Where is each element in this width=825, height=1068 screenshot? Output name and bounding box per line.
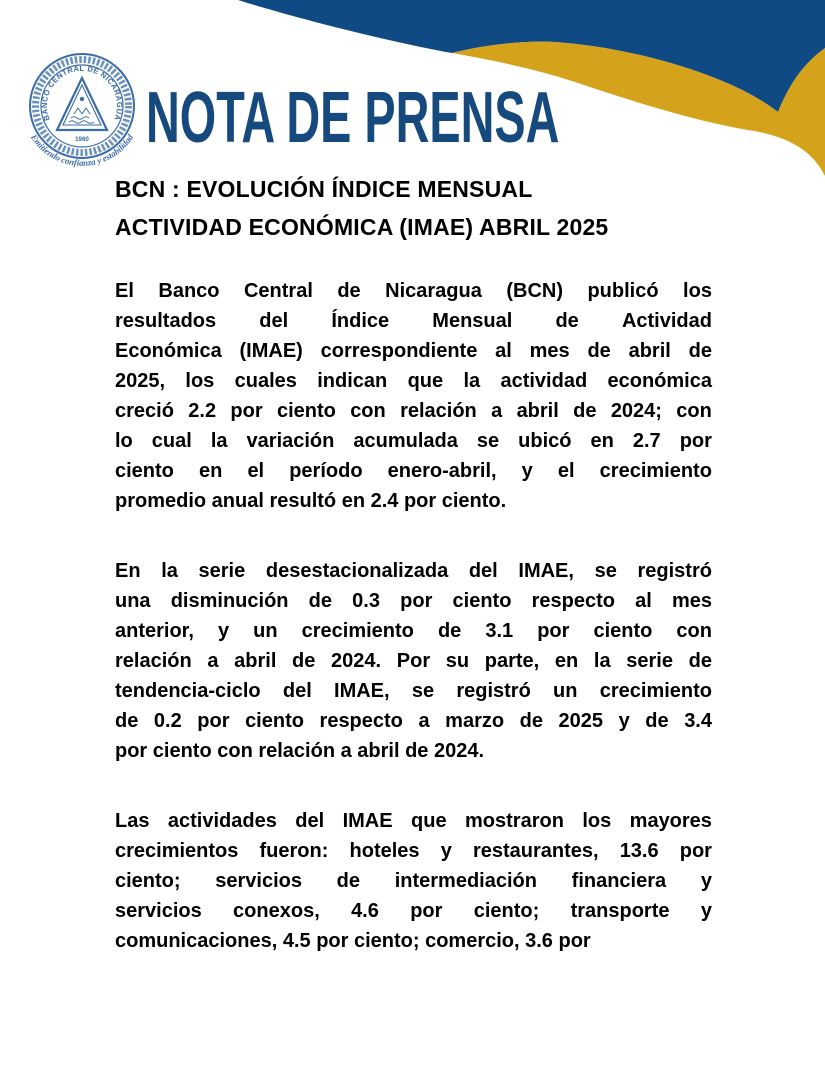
logo-year: 1960 [75,136,89,143]
paragraph-line [115,896,712,926]
word: relación [400,400,477,422]
word: y [521,460,533,482]
paragraph-line [115,306,712,336]
word: hoteles [349,840,420,862]
logo-motto: Emitiendo confianza y estabilidad [28,132,136,168]
word: económica [607,370,712,392]
word: con [676,620,712,642]
word: 2.7 [632,430,661,452]
word: mayores [629,810,712,832]
word: restaurantes, [472,840,599,862]
word: de [573,400,597,422]
word: de [688,340,712,362]
word: ubicó [518,430,572,452]
word: transporte [570,900,670,922]
word: a [418,710,430,732]
word: disminución [170,590,289,612]
word: y [700,870,712,892]
word: por [679,430,712,452]
word: IMAE [342,810,393,832]
word: 2025 [558,710,604,732]
word: al [495,340,512,362]
word: Económica [115,340,222,362]
word: que [411,810,447,832]
paragraph-line [115,836,712,866]
word: 13.6 [619,840,659,862]
word: la [210,430,228,452]
word: ciento [245,710,304,732]
word: anterior, [115,620,194,642]
word: por [197,710,230,732]
word: Mensual [432,310,513,332]
word: IMAE, [334,680,390,702]
word: ciento [452,590,512,612]
paragraph-line [115,646,712,676]
word: respecto [531,590,615,612]
paragraph [115,806,712,956]
paragraph-line [115,276,712,306]
word: (IMAE) [239,340,303,362]
word: servicios [215,870,302,892]
paragraph [115,556,712,766]
word: en [199,460,223,482]
word: por [230,400,263,422]
word: el [557,460,575,482]
word: El [115,280,134,302]
paragraph-line [115,586,712,616]
paragraph-line [115,806,712,836]
word: de [308,590,333,612]
word: ciento [593,620,653,642]
word: y [217,620,230,642]
paragraph [115,276,712,516]
word: por [400,590,433,612]
word: al [635,590,652,612]
word: con [676,400,712,422]
word: de [587,340,611,362]
word: que [407,370,444,392]
word: crecimiento [301,620,414,642]
bcn-logo [22,52,142,176]
word: 4.6 [351,900,379,922]
word: a [207,650,219,672]
word: 0.3 [352,590,380,612]
word: Las [115,810,150,832]
word: 3.4 [684,710,712,732]
press-note-masthead: NOTA DE PRENSA [146,78,560,158]
word: actividad [500,370,588,392]
word: del [295,810,325,832]
word: la [463,370,481,392]
paragraph-line [115,396,712,426]
word: actividades [167,810,277,832]
word: de [336,870,361,892]
word: En [115,560,141,582]
word: relación [115,650,192,672]
word: su [445,650,470,672]
word: cual [151,430,192,452]
word: de [337,280,361,302]
word: de [645,710,669,732]
word: Actividad [621,310,712,332]
word: a [491,400,503,422]
word: tendencia-ciclo [115,680,261,702]
word: Banco [158,280,220,302]
word: en [590,430,614,452]
paragraph-line [115,366,712,396]
word: resultados [115,310,217,332]
word: registró [456,680,531,702]
word: 3.1 [485,620,514,642]
word: Por [396,650,431,672]
word: serie [198,560,246,582]
word: crecimientos [115,840,239,862]
word: ciento; [473,900,540,922]
word: y [618,710,630,732]
heading-line: ACTIVIDAD ECONÓMICA (IMAE) ABRIL 2025 [115,214,609,240]
paragraph-line [115,336,712,366]
word: se [594,560,617,582]
word: mes [671,590,712,612]
word: ciento [276,400,336,422]
word: lo [115,430,133,452]
word: por [410,900,443,922]
word: (BCN) [506,280,563,302]
word: los [683,280,712,302]
word: mes [529,340,570,362]
paragraph-line: comunicaciones, 4.5 por ciento; comercio, 3.6 por [115,930,591,952]
word: del [259,310,289,332]
word: del [468,560,498,582]
word: Central [243,280,313,302]
word: de [519,710,543,732]
word: con [350,400,386,422]
word: por [679,840,712,862]
word: abril [628,340,671,362]
word: en [554,650,579,672]
word: intermediación [394,870,537,892]
word: 2.2 [188,400,217,422]
word: de [115,710,139,732]
paragraph-line: promedio anual resultó en 2.4 por ciento. [115,490,507,512]
word: conexos, [233,900,320,922]
paragraph-line: por ciento con relación a abril de 2024. [115,740,485,762]
word: financiera [571,870,667,892]
document-content [115,170,712,956]
word: Nicaragua [385,280,482,302]
word: del [282,680,312,702]
paragraph-line [115,456,712,486]
logo-ring-text: BANCO CENTRAL DE NICARAGUA [39,63,125,122]
word: de [555,310,579,332]
word: indican [317,370,388,392]
paragraph-line [115,676,712,706]
word: enero-abril, [387,460,497,482]
word: los [185,370,215,392]
word: los [582,810,612,832]
word: ciento [115,460,174,482]
word: y [440,840,452,862]
paragraph-line [115,706,712,736]
word: se [411,680,435,702]
word: período [289,460,363,482]
word: y [700,900,712,922]
word: registró [637,560,712,582]
word: crecimiento [599,460,712,482]
paragraph-line [115,616,712,646]
word: la [593,650,611,672]
word: cuales [234,370,297,392]
word: serie [626,650,673,672]
word: de [437,620,462,642]
heading-line: BCN : EVOLUCIÓN ÍNDICE MENSUAL [115,176,533,202]
word: crecimiento [599,680,712,702]
word: desestacionalizada [265,560,449,582]
document-heading [115,170,712,246]
word: 2025, [115,370,166,392]
word: creció [115,400,174,422]
word: variación [246,430,335,452]
word: acumulada [353,430,458,452]
word: se [476,430,500,452]
word: publicó [587,280,659,302]
word: marzo [445,710,505,732]
word: parte, [484,650,540,672]
document-paragraphs [115,276,712,956]
word: de [292,650,316,672]
word: 0.2 [153,710,182,732]
paragraph-line [115,426,712,456]
word: un [553,680,578,702]
word: servicios [115,900,202,922]
word: ciento; [115,870,181,892]
word: mostraron [465,810,564,832]
word: 2024. [331,650,382,672]
word: correspondiente [320,340,478,362]
word: abril [234,650,277,672]
paragraph-line [115,556,712,586]
word: 2024; [610,400,662,422]
word: una [115,590,151,612]
word: IMAE, [518,560,574,582]
word: la [161,560,178,582]
word: respecto [319,710,403,732]
word: de [688,650,712,672]
paragraph-line [115,866,712,896]
word: por [537,620,570,642]
word: el [247,460,265,482]
word: fueron: [259,840,329,862]
word: Índice [331,310,390,332]
word: abril [516,400,559,422]
word: un [253,620,278,642]
